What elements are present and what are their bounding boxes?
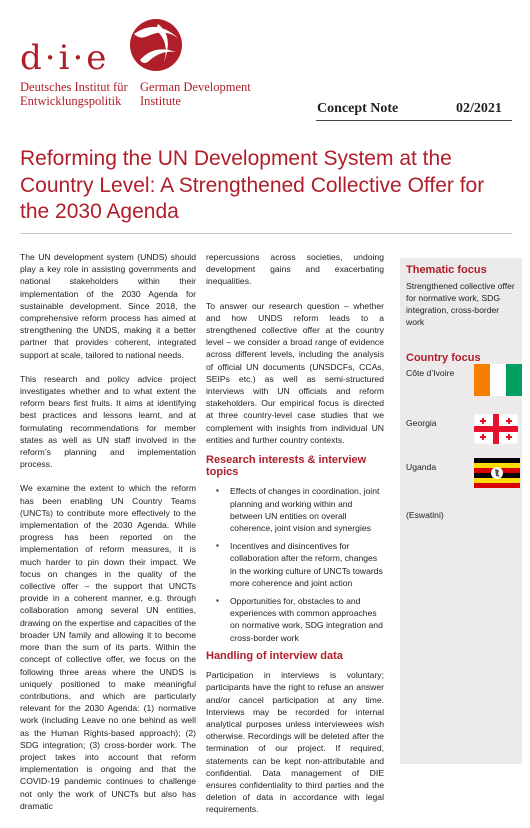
logo-text: d·i·e <box>20 38 110 78</box>
country-name: Georgia <box>406 418 437 428</box>
die-logo-mark <box>128 14 184 76</box>
thematic-heading: Thematic focus <box>406 264 487 276</box>
title-rule <box>20 233 512 234</box>
uganda-flag-icon <box>474 458 520 488</box>
doc-number: 02/2021 <box>456 101 502 116</box>
column-1 <box>20 251 196 824</box>
column-2 <box>206 251 384 828</box>
thematic-text: Strengthened collective offer for normative work, SDG integration, cross-border work <box>406 281 515 327</box>
paragraph: We examine the extent to which the reform has been enabling UN Country Teams (UNCTs) to contribute more effectively to the implementation of the 2030 Agenda. While progress has been reported on the implementation of reform measures, it is much harder to pin down their impact. We focus on changes in the quality of the collective offer – the support that UNCTs provide in a coherent manner, e.g. through collaboration among several UN entities, drawing on the expertise and capacities of the broader UN family and allowing it to become more than the sum of its parts. Within the concept of collective offer, we focus on the following three areas where the UNDS is uniquely positioned to make meaningful contributions, and which are particularly relevant for the 2030 Agenda: (1) normative work (including Leave no one behind as well as the Human Rights-based approach); (2) SDG integration; (3) cross-border work. The project takes into account that reform implementation is ongoing and that the COVID-19 pandemic continues to challenge not only the work of UNCTs but also has dramatic <box>20 483 196 811</box>
paragraph: Participation in interviews is voluntary; participants have the right to refuse an answer and/or cancel participation at any time. Interviews may be recorded for internal analytical purposes unless interviewees wish otherwise. Recordings will be deleted after the termination of our project. If required, statements can be kept non-attributable and confidential. Data management of DIE ensures confidentiality to third parties and the deletion of data in accordance with legal requirements. <box>206 670 384 815</box>
cote-divoire-flag-icon <box>474 364 522 396</box>
paragraph: This research and policy advice project investigates whether and to what extent the reform bears first fruits. It aims at identifying best practices and lessons learnt, and at formulating recommendations for member states as well as UN staff involved in the reform’s planning and implementation process. <box>20 373 196 470</box>
country-name: (Eswatini) <box>406 510 444 520</box>
paragraph: To answer our research question – whether and how UNDS reform leads to a strengthened collective offer at the country level – we consider a broad range of evidence across different levels, including the analysis of official UN documents (UNSDCFs, CCAs, SEIPs etc.) as well as semi-structured interviews with UN officials and reform stakeholders. Our empirical focus is directed at three country-level case studies that we complement with insights from individual UN entities and further country contexts. <box>206 300 384 445</box>
header-rule <box>316 120 512 121</box>
country-name: Côte d’Ivoire <box>406 368 455 378</box>
research-heading: Research interests & interview topics <box>206 454 367 479</box>
paragraph: repercussions across societies, undoing development gains and exacerbating inequalities. <box>206 252 384 287</box>
georgia-flag-icon <box>474 414 518 444</box>
country-name: Uganda <box>406 462 437 472</box>
country-heading: Country focus <box>406 352 481 364</box>
institute-name-de: Deutsches Institut für Entwicklungspolitik <box>20 80 128 108</box>
handling-heading: Handling of interview data <box>206 649 343 662</box>
list-item: ▪ Effects of changes in coordination, joint planning and working within and between UN entities on overall coherence, joint vision and synergies <box>230 485 384 534</box>
list-item: ▪ Opportunities for, obstacles to and experiences with common approaches on normative work, SDG integration and cross-border work <box>230 595 384 644</box>
doc-type: Concept Note <box>317 101 399 116</box>
institute-name-en: German Development Institute <box>140 80 251 108</box>
page-title: Reforming the UN Development System at the Country Level: A Strengthened Collective Offer for the 2030 Agenda <box>20 147 485 223</box>
paragraph: The UN development system (UNDS) should play a key role in assisting governments and national stakeholders within their implementation of the 2030 Agenda for sustainable development. Since 2018, the comprehensive reform process has aimed at strengthening the UNDS, making it a better partner that provides coherent, integrated support at scale, tailored to national needs. <box>20 252 196 360</box>
list-item: ▪ Incentives and disincentives for collaboration after the reform, changes in the working culture of UNCTs towards more coherence and joint action <box>230 540 384 589</box>
sidebar <box>400 258 522 764</box>
research-list <box>206 485 384 643</box>
